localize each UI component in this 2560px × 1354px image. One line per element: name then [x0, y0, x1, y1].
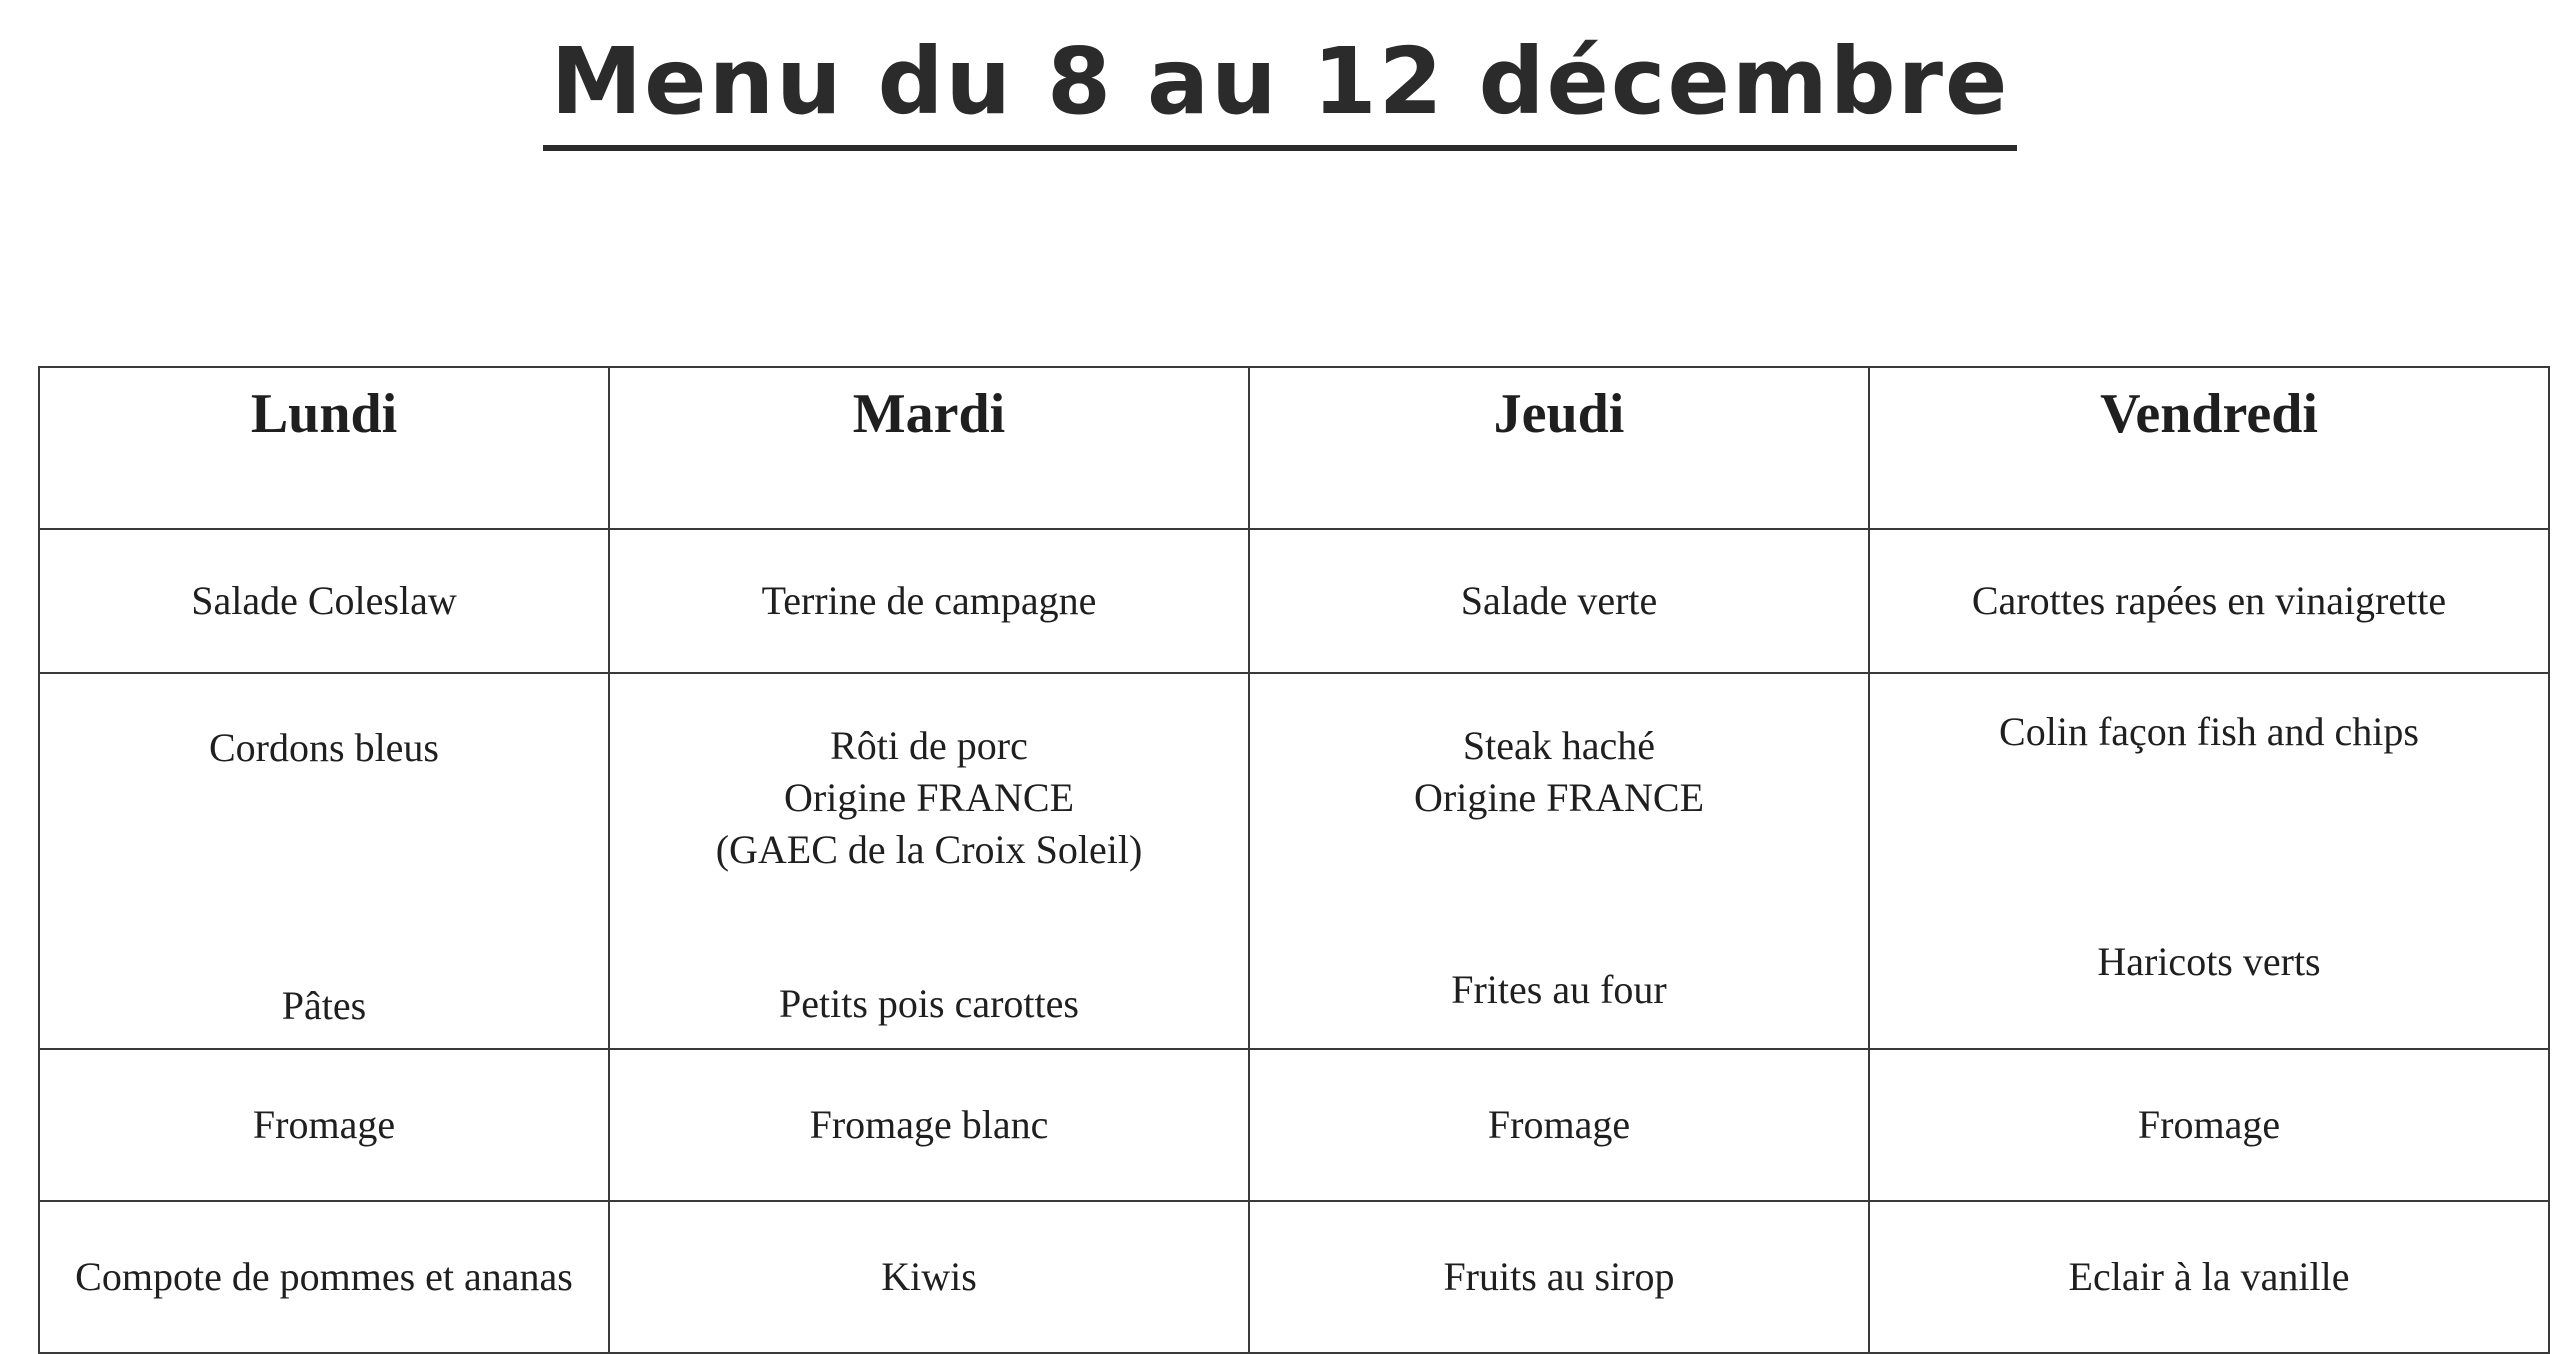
fromage-lundi: Fromage [39, 1049, 609, 1201]
plat-main-mardi [610, 720, 1248, 876]
plat-row [39, 673, 2549, 1049]
plat-side-mardi: Petits pois carottes [779, 981, 1079, 1026]
dessert-mardi: Kiwis [609, 1201, 1249, 1353]
page-title [0, 28, 2560, 151]
fromage-jeudi: Fromage [1249, 1049, 1869, 1201]
dessert-row [39, 1201, 2549, 1353]
plat-cell-mardi [609, 673, 1249, 1049]
fromage-vendredi: Fromage [1869, 1049, 2549, 1201]
plat-side-vendredi: Haricots verts [2097, 939, 2321, 984]
plat-main-line: Steak haché [1462, 723, 1656, 768]
menu-table [38, 366, 2550, 1354]
days-header-row [39, 367, 2549, 529]
plat-main-vendredi [1870, 706, 2548, 758]
entree-row [39, 529, 2549, 673]
entree-lundi: Salade Coleslaw [39, 529, 609, 673]
plat-side-jeudi: Frites au four [1451, 967, 1667, 1012]
day-header-mardi: Mardi [609, 367, 1249, 529]
fromage-row [39, 1049, 2549, 1201]
plat-cell-lundi [39, 673, 609, 1049]
plat-origin-line: Origine FRANCE [784, 775, 1074, 820]
plat-side-lundi: Pâtes [281, 983, 367, 1028]
entree-vendredi: Carottes rapées en vinaigrette [1869, 529, 2549, 673]
plat-origin-line: Origine FRANCE [1414, 775, 1704, 820]
day-header-lundi: Lundi [39, 367, 609, 529]
day-header-vendredi: Vendredi [1869, 367, 2549, 529]
page-title-text: Menu du 8 au 12 décembre [543, 28, 2018, 151]
plat-producer-line: (GAEC de la Croix Soleil) [715, 827, 1143, 872]
dessert-lundi: Compote de pommes et ananas [39, 1201, 609, 1353]
plat-cell-jeudi [1249, 673, 1869, 1049]
entree-jeudi: Salade verte [1249, 529, 1869, 673]
day-header-jeudi: Jeudi [1249, 367, 1869, 529]
plat-main-lundi [40, 722, 608, 774]
plat-main-line: Colin façon fish and chips [1999, 709, 2419, 754]
plat-main-line: Rôti de porc [830, 723, 1028, 768]
dessert-jeudi: Fruits au sirop [1249, 1201, 1869, 1353]
fromage-mardi: Fromage blanc [609, 1049, 1249, 1201]
entree-mardi: Terrine de campagne [609, 529, 1249, 673]
plat-cell-vendredi [1869, 673, 2549, 1049]
plat-main-jeudi [1250, 720, 1868, 824]
plat-main-line: Cordons bleus [209, 725, 439, 770]
dessert-vendredi: Eclair à la vanille [1869, 1201, 2549, 1353]
